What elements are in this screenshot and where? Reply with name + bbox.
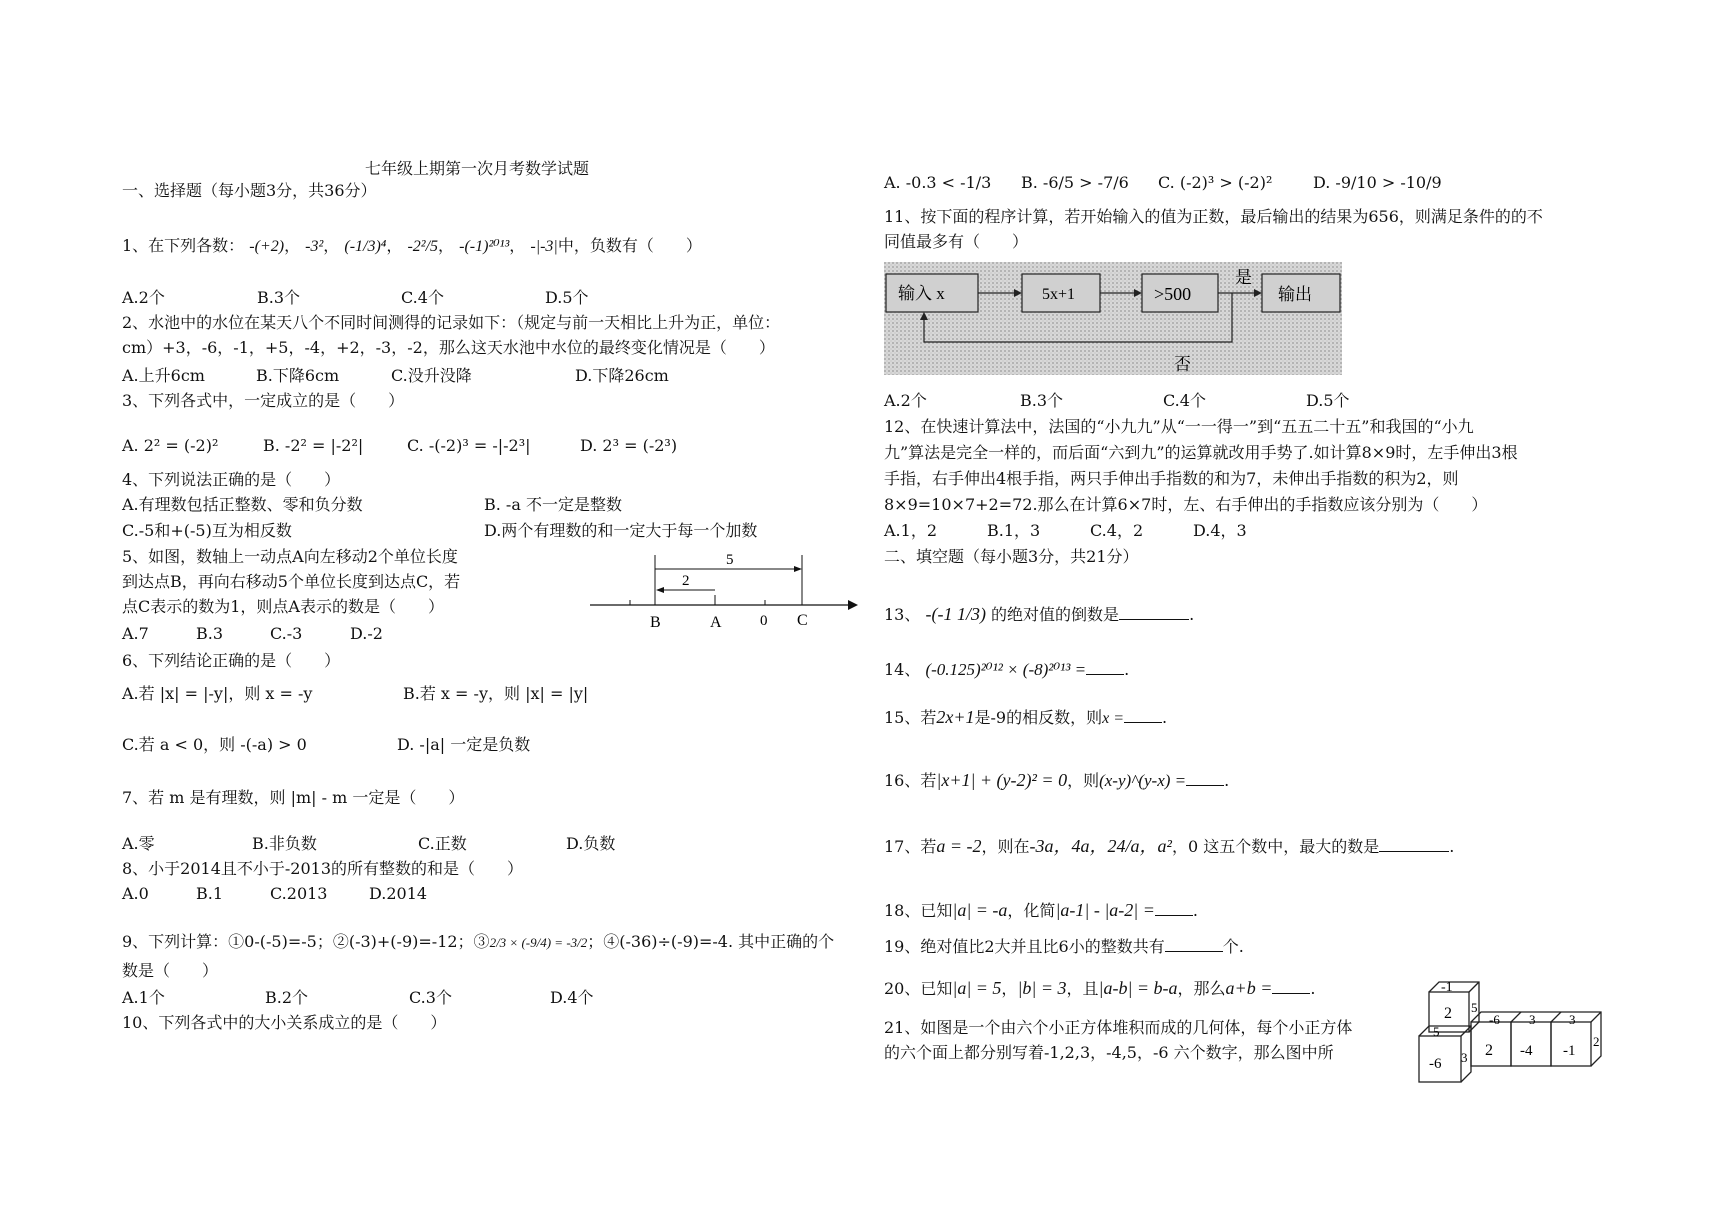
q1-option-b: B.3个 bbox=[257, 288, 301, 307]
q1-item: (-1/3)⁴ bbox=[344, 238, 387, 255]
q8-option-b: B.1 bbox=[196, 884, 224, 903]
q6-option-b: B.若 x = -y，则 |x| = |y| bbox=[403, 684, 589, 703]
q12-option-b: B.1，3 bbox=[987, 521, 1041, 540]
q10-option-b: B. -6/5 > -7/6 bbox=[1021, 173, 1129, 192]
q16-condition: |x+1| + (y-2)² = 0 bbox=[936, 770, 1068, 790]
question-9-line2: 数是（ ） bbox=[122, 961, 219, 980]
q9-option-b: B.2个 bbox=[265, 988, 309, 1007]
q20-cond-ab: |a-b| = b-a bbox=[1098, 978, 1178, 998]
program-flowchart bbox=[884, 262, 1344, 376]
q6-option-a: A.若 |x| = |-y|，则 x = -y bbox=[122, 684, 313, 703]
exam-title: 七年级上期第一次月考数学试题 bbox=[365, 159, 590, 178]
q2-option-a: A.上升6cm bbox=[122, 366, 205, 385]
q1-item: -(-1)²⁰¹³ bbox=[459, 238, 510, 255]
question-12-line4: 8×9=10×7+2=72.那么在计算6×7时，左、右手伸出的手指数应该分别为（ ） bbox=[884, 495, 1488, 514]
q5-option-a: A.7 bbox=[122, 624, 149, 643]
q2-option-c: C.没升没降 bbox=[391, 366, 472, 385]
q9-fraction-expr: 2/3 × (-9/4) = -3/2 bbox=[489, 935, 588, 950]
answer-blank-20[interactable] bbox=[1272, 979, 1310, 994]
cube-face-label: -6 bbox=[1429, 1056, 1442, 1072]
point-a-label: A bbox=[710, 614, 722, 631]
cube-face-label: -1 bbox=[1563, 1043, 1576, 1059]
question-1: 1、在下列各数： -(+2)， -3²， (-1/3)⁴， -2²/5， -(-1)²⁰¹³， -|-3|中，负数有（ ） bbox=[122, 236, 702, 255]
distance-label-5: 5 bbox=[726, 552, 734, 568]
q9-option-d: D.4个 bbox=[550, 988, 594, 1007]
q1-item: -2²/5 bbox=[407, 238, 439, 255]
q20-cond-a: |a| = 5 bbox=[952, 978, 1002, 998]
question-5-line1: 5、如图，数轴上一动点A向左移动2个单位长度 bbox=[122, 547, 458, 566]
flow-yes-label: 是 bbox=[1235, 268, 1252, 287]
q3-option-a: A. 2² = (-2)² bbox=[122, 436, 219, 455]
flow-input-box: 输入 x bbox=[898, 284, 945, 303]
cube-face-label: -6 bbox=[1489, 1012, 1500, 1027]
cube-face-label: 3 bbox=[1529, 1012, 1536, 1027]
q11-option-d: D.5个 bbox=[1306, 391, 1350, 410]
q8-option-a: A.0 bbox=[122, 884, 149, 903]
question-18: 18、已知|a| = -a，化简|a-1| - |a-2| = . bbox=[884, 900, 1198, 920]
question-15: 15、若2x+1是-9的相反数，则x = . bbox=[884, 707, 1168, 727]
q8-option-d: D.2014 bbox=[369, 884, 428, 903]
origin-label: 0 bbox=[760, 613, 768, 629]
q17-condition: a = -2 bbox=[936, 836, 982, 856]
q7-option-d: D.负数 bbox=[566, 834, 616, 853]
question-2-line2: cm）+3，-6，-1，+5，-4，+2，-3，-2，那么这天水池中水位的最终变化情况是（ ） bbox=[122, 338, 775, 357]
q12-option-a: A.1，2 bbox=[884, 521, 938, 540]
q2-option-b: B.下降6cm bbox=[256, 366, 340, 385]
q5-option-b: B.3 bbox=[196, 624, 224, 643]
flow-no-label: 否 bbox=[1174, 355, 1191, 374]
question-14: 14、 (-0.125)²⁰¹² × (-8)²⁰¹³ = . bbox=[884, 660, 1130, 679]
question-19: 19、绝对值比2大并且比6小的整数共有 个. bbox=[884, 937, 1244, 956]
q20-cond-b: |b| = 3 bbox=[1017, 978, 1067, 998]
q6-option-c: C.若 a < 0，则 -(-a) > 0 bbox=[122, 735, 307, 754]
question-12-line1: 12、在快速计算法中，法国的“小九九”从“一一得一”到“五五二十五”和我国的“小九 bbox=[884, 417, 1474, 436]
q18-expression: |a-1| - |a-2| = bbox=[1055, 900, 1155, 920]
question-11-line2: 同值最多有（ ） bbox=[884, 232, 1029, 251]
q3-option-d: D. 2³ = (-2³) bbox=[580, 436, 678, 455]
section-choice-heading: 一、选择题（每小题3分，共36分） bbox=[122, 181, 377, 200]
question-17: 17、若a = -2，则在-3a，4a，24/a，a²，0 这五个数中，最大的数是 . bbox=[884, 836, 1455, 856]
question-20: 20、已知|a| = 5，|b| = 3，且|a-b| = b-a，那么a+b = . bbox=[884, 978, 1316, 998]
answer-blank-15[interactable] bbox=[1124, 708, 1162, 723]
q4-option-d: D.两个有理数的和一定大于每一个加数 bbox=[484, 521, 758, 540]
q1-option-c: C.4个 bbox=[401, 288, 444, 307]
q2-option-d: D.下降26cm bbox=[575, 366, 669, 385]
answer-blank-18[interactable] bbox=[1155, 901, 1193, 916]
question-10: 10、下列各式中的大小关系成立的是（ ） bbox=[122, 1013, 447, 1032]
q7-option-a: A.零 bbox=[122, 834, 155, 853]
section-fill-heading: 二、填空题（每小题3分，共21分） bbox=[884, 547, 1139, 566]
answer-blank-14[interactable] bbox=[1086, 660, 1124, 675]
answer-blank-17[interactable] bbox=[1379, 837, 1449, 852]
cube-face-label: -1 bbox=[1441, 980, 1453, 995]
question-2-line1: 2、水池中的水位在某天八个不同时间测得的记录如下：（规定与前一天相比上升为正，单位： bbox=[122, 313, 781, 332]
q4-option-c: C.-5和+(-5)互为相反数 bbox=[122, 521, 292, 540]
cube-face-label: 2 bbox=[1444, 1005, 1452, 1022]
cube-face-label: 5 bbox=[1433, 1024, 1440, 1039]
question-13: 13、 -(-1 1/3) 的绝对值的倒数是 . bbox=[884, 604, 1195, 624]
q17-list: -3a，4a，24/a，a² bbox=[1029, 836, 1172, 856]
q7-option-b: B.非负数 bbox=[252, 834, 317, 853]
q1-item: -|-3| bbox=[530, 238, 558, 255]
q1-option-a: A.2个 bbox=[122, 288, 165, 307]
cube-face-label: -4 bbox=[1520, 1043, 1533, 1059]
point-b-label: B bbox=[650, 614, 661, 631]
q3-option-c: C. -(-2)³ = -|-2³| bbox=[407, 436, 531, 455]
question-6: 6、下列结论正确的是（ ） bbox=[122, 651, 341, 670]
q12-option-d: D.4，3 bbox=[1193, 521, 1247, 540]
question-21-line2: 的六个面上都分别写着-1,2,3，-4,5，-6 六个数字，那么图中所 bbox=[884, 1043, 1334, 1062]
question-21-line1: 21、如图是一个由六个小正方体堆积而成的几何体，每个小正方体 bbox=[884, 1018, 1353, 1037]
question-11-line1: 11、按下面的程序计算，若开始输入的值为正数，最后输出的结果为656，则满足条件的的不 bbox=[884, 207, 1543, 226]
flow-output-box: 输出 bbox=[1278, 285, 1312, 304]
q5-option-c: C.-3 bbox=[270, 624, 303, 643]
q1-item: -(+2) bbox=[249, 238, 285, 255]
q18-condition: |a| = -a bbox=[952, 900, 1008, 920]
distance-label-2: 2 bbox=[682, 573, 690, 589]
flow-compare-box: >500 bbox=[1154, 284, 1192, 304]
q8-option-c: C.2013 bbox=[270, 884, 328, 903]
q4-option-b: B. -a 不一定是整数 bbox=[484, 495, 622, 514]
question-8: 8、小于2014且不小于-2013的所有整数的和是（ ） bbox=[122, 859, 524, 878]
question-5-line3: 点C表示的数为1，则点A表示的数是（ ） bbox=[122, 597, 444, 616]
q1-option-d: D.5个 bbox=[545, 288, 589, 307]
point-c-label: C bbox=[797, 612, 808, 629]
q11-option-c: C.4个 bbox=[1163, 391, 1206, 410]
q4-option-a: A.有理数包括正整数、零和负分数 bbox=[122, 495, 363, 514]
answer-blank-19[interactable] bbox=[1165, 937, 1223, 952]
cube-face-label: 5 bbox=[1471, 1000, 1478, 1015]
cube-face-label: 2 bbox=[1485, 1042, 1493, 1059]
cube-face-label: 2 bbox=[1593, 1034, 1600, 1049]
answer-blank-16[interactable] bbox=[1186, 771, 1224, 786]
question-7: 7、若 m 是有理数，则 |m| - m 一定是（ ） bbox=[122, 788, 465, 807]
q1-item: -3² bbox=[305, 238, 324, 255]
q10-option-c: C. (-2)³ > (-2)² bbox=[1158, 173, 1273, 192]
q11-option-a: A.2个 bbox=[884, 391, 927, 410]
q14-expression: (-0.125)²⁰¹² × (-8)²⁰¹³ = bbox=[925, 660, 1087, 679]
number-line-figure bbox=[590, 545, 860, 635]
cube-face-label: 3 bbox=[1461, 1050, 1468, 1065]
answer-blank-13[interactable] bbox=[1119, 605, 1189, 620]
cube-stack-figure bbox=[1415, 976, 1615, 1098]
question-3: 3、下列各式中，一定成立的是（ ） bbox=[122, 391, 405, 410]
q5-option-d: D.-2 bbox=[350, 624, 383, 643]
question-16: 16、若|x+1| + (y-2)² = 0，则(x-y)^(y-x) = . bbox=[884, 770, 1230, 790]
q10-option-d: D. -9/10 > -10/9 bbox=[1313, 173, 1442, 192]
question-12-line2: 九”算法是完全一样的，而后面“六到九”的运算就改用手势了.如计算8×9时，左手伸出3根 bbox=[884, 443, 1518, 462]
q9-option-c: C.3个 bbox=[409, 988, 452, 1007]
q20-expression: a+b = bbox=[1225, 978, 1273, 998]
q9-option-a: A.1个 bbox=[122, 988, 165, 1007]
cube-face-label: 3 bbox=[1569, 1012, 1576, 1027]
q3-option-b: B. -2² = |-2²| bbox=[263, 436, 364, 455]
q10-option-a: A. -0.3 < -1/3 bbox=[884, 173, 992, 192]
flow-formula-box: 5x+1 bbox=[1042, 286, 1076, 303]
q15-expression: 2x+1 bbox=[936, 707, 975, 727]
q16-expression: (x-y)^(y-x) = bbox=[1099, 771, 1187, 790]
q12-option-c: C.4，2 bbox=[1090, 521, 1144, 540]
q6-option-d: D. -|a| 一定是负数 bbox=[397, 735, 531, 754]
question-5-line2: 到达点B，再向右移动5个单位长度到达点C，若 bbox=[122, 572, 461, 591]
q11-option-b: B.3个 bbox=[1020, 391, 1064, 410]
question-9-line1: 9、下列计算：①0-(-5)=-5；②(-3)+(-9)=-12；③2/3 × (-9/4) = -3/2；④(-36)÷(-9)=-4. 其中正确的个 bbox=[122, 932, 835, 951]
q7-option-c: C.正数 bbox=[418, 834, 467, 853]
question-12-line3: 手指，右手伸出4根手指，两只手伸出手指数的和为7，未伸出手指数的积为2，则 bbox=[884, 469, 1459, 488]
question-4: 4、下列说法正确的是（ ） bbox=[122, 470, 341, 489]
q13-expression: -(-1 1/3) bbox=[925, 604, 986, 624]
